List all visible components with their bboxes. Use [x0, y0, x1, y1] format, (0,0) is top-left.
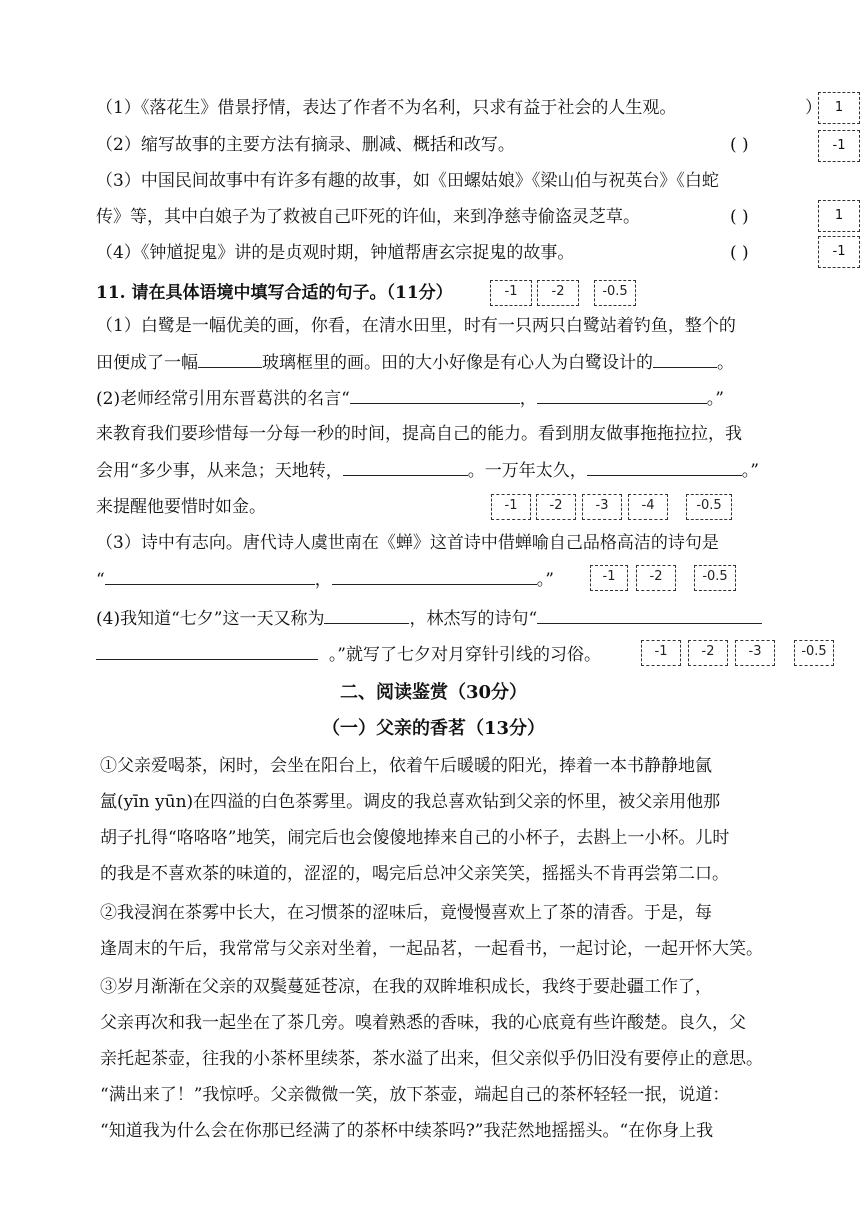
score-box-q3: 1 [818, 200, 860, 232]
q11-s2-score-box-5: -0.5 [686, 494, 732, 520]
paragraph-3-line-5: “知道我为什么会在你那已经满了的茶杯中续茶吗?”我茫然地摇摇头。“在你身上我 [100, 1121, 714, 1141]
q11-s4-text-b: ，林杰写的诗句“ [409, 609, 538, 629]
q11-s3-score-box-2: -2 [636, 565, 676, 591]
q11-s3-text-a: “ [96, 570, 105, 590]
judge-q1: （1）《落花生》借景抒情，表达了作者不为名利，只求有益于社会的人生观。 [96, 98, 677, 118]
q11-s2-text-a: (2)老师经常引用东晋葛洪的名言“ [96, 389, 350, 409]
q11-score-box-3: -0.5 [594, 280, 636, 306]
q11-s2-score-box-1: -1 [491, 494, 531, 520]
answer-blank[interactable] [343, 458, 468, 476]
q11-s3-line1: （3）诗中有志向。唐代诗人虞世南在《蝉》这首诗中借蝉喻自己品格高洁的诗句是 [96, 533, 719, 553]
q11-s4-text-a: (4)我知道“七夕”这一天又称为 [96, 609, 325, 629]
score-box-q4: -1 [818, 236, 860, 268]
answer-blank[interactable] [587, 458, 742, 476]
judge-q1-paren: ） [805, 98, 822, 118]
q11-score-box-1: -1 [490, 280, 532, 306]
q11-title: 11. 请在具体语境中填写合适的句子。（11分） [96, 283, 453, 303]
paragraph-3-line-3: 亲托起茶壶，往我的小茶杯里续茶，茶水溢了出来，但父亲似乎仍旧没有要停止的意思。 [100, 1049, 763, 1069]
answer-blank[interactable] [332, 567, 537, 585]
paragraph-3-line-1: ③岁月渐渐在父亲的双鬓蔓延苍凉，在我的双眸堆积成长，我终于要赴疆工作了， [100, 977, 712, 997]
answer-blank[interactable] [96, 642, 318, 660]
judge-q4-paren: ( ) [730, 243, 749, 263]
q11-s2-score-box-2: -2 [536, 494, 576, 520]
q11-s2-line2: 来教育我们要珍惜每一分每一秒的时间，提高自己的能力。看到朋友做事拖拖拉拉，我 [96, 424, 742, 444]
paragraph-1-line-4: 的我是不喜欢茶的味道的，涩涩的，喝完后总冲父亲笑笑，摇摇头不肯再尝第二口。 [100, 864, 729, 884]
article-title: （一）父亲的香茗（13分） [321, 718, 546, 739]
score-box-q2: -1 [818, 130, 860, 162]
q11-s3-score-box-1: -1 [590, 565, 628, 591]
q11-s2-text-c: 。” [706, 389, 724, 409]
q11-s2-line1 [96, 386, 724, 411]
q11-score-box-2: -2 [537, 280, 579, 306]
q11-s1-text-b: 玻璃框里的画。田的大小好像是有心人为白鹭设计的 [262, 353, 653, 373]
paragraph-2-line-1: ②我浸润在茶雾中长大，在习惯茶的涩味后，竟慢慢喜欢上了茶的清香。于是，每 [100, 903, 712, 923]
q11-s2-text-f: 。” [741, 461, 759, 481]
paragraph-1-line-3: 胡子扎得“咯咯咯”地笑，闹完后也会傻傻地捧来自己的小杯子，去斟上一小杯。儿时 [100, 828, 730, 848]
q11-s1-text-a: 田便成了一幅 [96, 353, 198, 373]
answer-blank[interactable] [324, 606, 409, 624]
answer-blank[interactable] [350, 386, 520, 404]
q11-s4-text-c: 。”就写了七夕对月穿针引线的习俗。 [328, 645, 602, 665]
judge-q3-paren: ( ) [730, 207, 749, 227]
q11-s3-text-c: 。” [536, 570, 554, 590]
judge-q3-line2: 传》等，其中白娘子为了救被自己吓死的许仙，来到净慈寺偷盗灵芝草。 [96, 207, 640, 227]
judge-q2: （2）缩写故事的主要方法有摘录、删减、概括和改写。 [96, 135, 515, 155]
answer-blank[interactable] [537, 606, 762, 624]
paragraph-1-line-2: 氲(yīn yūn)在四溢的白色茶雾里。调皮的我总喜欢钻到父亲的怀里，被父亲用他那 [100, 792, 721, 812]
q11-s2-text-e: 。一万年太久， [467, 461, 587, 481]
paragraph-2-line-2: 逢周末的午后，我常常与父亲对坐着，一起品茗，一起看书，一起讨论，一起开怀大笑。 [100, 939, 763, 959]
q11-s4-score-box-3: -3 [735, 640, 775, 666]
q11-s2-line3 [96, 458, 759, 483]
judge-q2-paren: ( ) [730, 135, 749, 155]
q11-s1-line1: （1）白鹭是一幅优美的画，你看，在清水田里，时有一只两只白鹭站着钓鱼，整个的 [96, 316, 736, 336]
q11-s2-score-box-4: -4 [628, 494, 668, 520]
q11-s4-score-box-4: -0.5 [794, 640, 834, 666]
q11-s4-score-box-2: -2 [688, 640, 728, 666]
paragraph-1-line-1: ①父亲爱喝茶，闲时，会坐在阳台上，依着午后暖暖的阳光，捧着一本书静静地氤 [100, 756, 712, 776]
q11-s4-line1 [96, 606, 762, 631]
q11-s3-line2 [96, 567, 554, 592]
answer-blank[interactable] [537, 386, 707, 404]
answer-blank[interactable] [198, 350, 262, 368]
q11-s2-text-d: 会用“多少事，从来急；天地转， [96, 461, 343, 481]
answer-blank[interactable] [653, 350, 717, 368]
paragraph-3-line-2: 父亲再次和我一起坐在了茶几旁。嗅着熟悉的香味，我的心底竟有些许酸楚。良久，父 [100, 1013, 746, 1033]
score-box-q1: 1 [818, 92, 860, 124]
answer-blank[interactable] [105, 567, 315, 585]
judge-q3-line1: （3）中国民间故事中有许多有趣的故事，如《田螺姑娘》《梁山伯与祝英台》《白蛇 [96, 171, 719, 191]
q11-s4-line2 [96, 642, 601, 667]
judge-q4: （4）《钟馗捉鬼》讲的是贞观时期，钟馗帮唐玄宗捉鬼的故事。 [96, 243, 575, 263]
q11-s2-line4: 来提醒他要惜时如金。 [96, 497, 266, 517]
q11-s3-text-b: ， [314, 570, 332, 590]
paragraph-3-line-4: “满出来了！”我惊呼。父亲微微一笑，放下茶壶，端起自己的茶杯轻轻一抿，说道： [100, 1085, 730, 1105]
q11-s2-score-box-3: -3 [582, 494, 622, 520]
q11-s2-text-b: ， [519, 389, 537, 409]
q11-s4-score-box-1: -1 [641, 640, 681, 666]
q11-s1-line2 [96, 350, 734, 375]
section-heading: 二、阅读鉴赏（30分） [339, 682, 528, 703]
q11-s3-score-box-3: -0.5 [694, 565, 736, 591]
q11-s1-text-c: 。 [717, 353, 734, 373]
